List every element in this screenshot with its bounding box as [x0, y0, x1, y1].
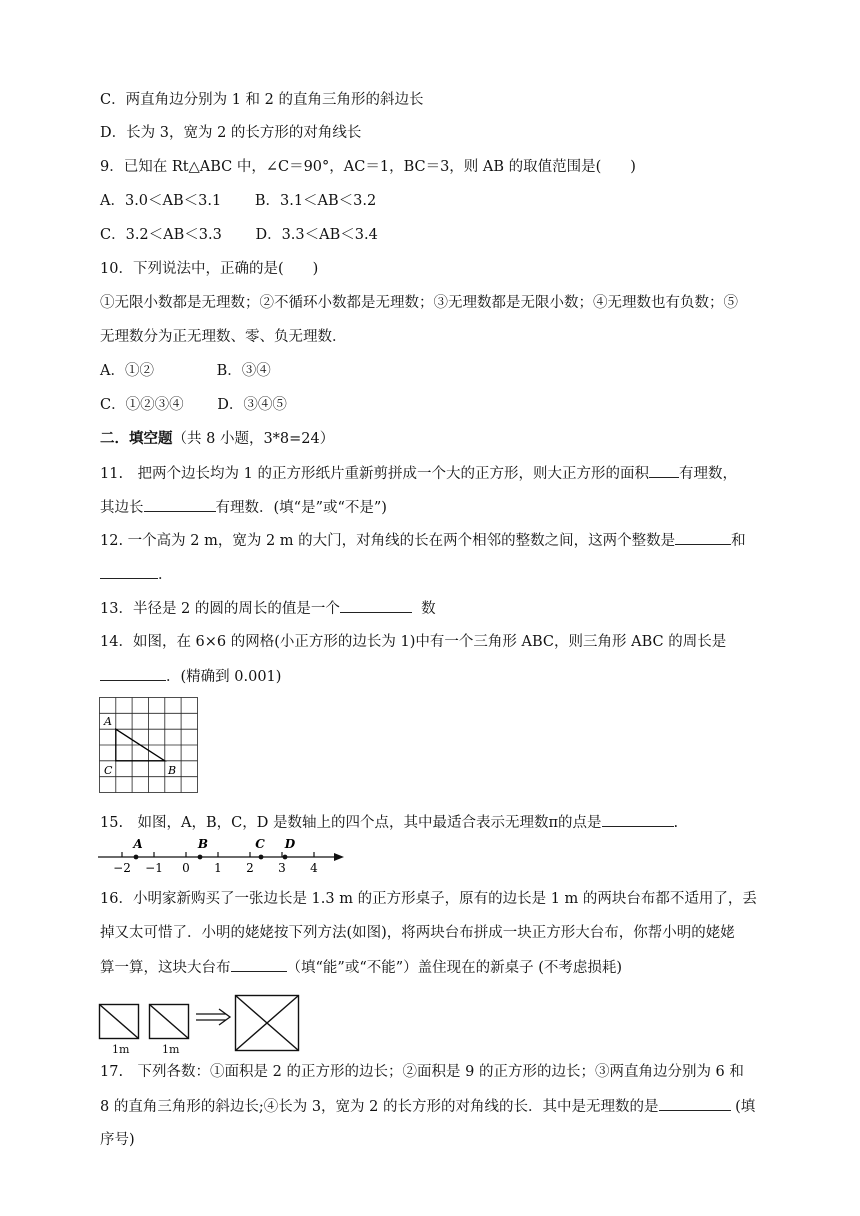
q12-text: ． — [158, 567, 173, 583]
section2-heading — [100, 429, 334, 449]
point-label-b: B — [197, 837, 209, 851]
q17-line3: 序号) — [100, 1132, 135, 1148]
point-d — [283, 855, 288, 860]
q11-text: 11. 把两个边长均为 1 的正方形纸片重新剪拼成一个大的正方形，则大正方形的面积 — [100, 466, 650, 482]
q16-line1: 16．小明家新购买了一张边长是 1.3 m 的正方形桌子，原有的边长是 1 m 的两块台布都不适用了，丢 — [100, 891, 757, 907]
grid-lines — [100, 698, 198, 793]
q10-statements-line1: ①无限小数都是无理数；②不循环小数都是无理数；③无理数都是无限小数；④无理数也有负数；⑤ — [100, 295, 738, 311]
q16-line2: 掉又太可惜了．小明的姥姥按下列方法(如图)，将两块台布拼成一块正方形大台布，你帮小明的姥姥 — [100, 925, 735, 941]
q17-line2 — [100, 1096, 755, 1117]
grid-label-b: B — [168, 764, 177, 777]
q8-option-c: C．两直角边分别为 1 和 2 的直角三角形的斜边长 — [100, 92, 424, 108]
q17-line1: 17. 下列各数：①面积是 2 的正方形的边长；②面积是 9 的正方形的边长；③两直角边分别为 6 和 — [100, 1064, 744, 1080]
point-c — [259, 855, 264, 860]
tick-label: 0 — [182, 861, 190, 875]
cloth-label-left: 1m — [112, 1043, 130, 1056]
q16-line3 — [100, 957, 622, 978]
q11-text: 有理数．(填“是”或“不是”) — [215, 500, 387, 516]
q16-text: 算一算，这块大台布 — [100, 960, 231, 976]
q12-text: 12. 一个高为 2 m，宽为 2 m 的大门，对角线的长在两个相邻的整数之间，这两个整数是 — [100, 533, 676, 549]
number-line-point-labels — [132, 837, 295, 851]
section2-title: 二．填空题 — [100, 430, 173, 447]
double-arrow-icon — [196, 1009, 230, 1025]
q12-answer-blank-1[interactable] — [675, 530, 731, 545]
q11-line1 — [100, 463, 737, 484]
q15-text: 15. 如图，A，B，C，D 是数轴上的四个点，其中最适合表示无理数π的点是 — [100, 815, 602, 831]
point-a — [134, 855, 139, 860]
q17-text: (填 — [735, 1099, 756, 1115]
q17-text: 8 的直角三角形的斜边长;④长为 3，宽为 2 的长方形的对角线的长．其中是无理数的是 — [100, 1099, 659, 1115]
q11-text: 有理数， — [679, 466, 738, 482]
q14-line2 — [100, 666, 281, 687]
tick-label: 1 — [214, 861, 222, 875]
grid-label-a: A — [104, 715, 112, 728]
q10-options-cd: C．①②③④ D．③④⑤ — [100, 397, 287, 413]
q9-options-cd: C．3.2＜AB＜3.3 D．3.3＜AB＜3.4 — [100, 227, 378, 243]
number-line-tick-labels — [113, 861, 318, 875]
q11-line2 — [100, 497, 387, 518]
q16-text: （填“能”或“不能”）盖住现在的新桌子 (不考虑损耗) — [286, 960, 623, 976]
q12-answer-blank-2[interactable] — [100, 564, 158, 579]
tick-label: −1 — [145, 861, 163, 875]
q10-options-ab: A．①② B．③④ — [100, 363, 271, 379]
tick-label: 3 — [278, 861, 286, 875]
q12-text: 和 — [731, 533, 746, 549]
q11-text: 其边长 — [100, 500, 144, 516]
tick-label: 4 — [310, 861, 318, 875]
q15-text: . — [673, 815, 679, 831]
point-label-a: A — [133, 837, 143, 851]
q12-line1 — [100, 530, 746, 551]
point-b — [198, 855, 203, 860]
q14-answer-blank[interactable] — [100, 666, 166, 681]
q10-statements-line2: 无理数分为正无理数、零、负无理数． — [100, 329, 347, 345]
q14-text: ．(精确到 0.001) — [166, 669, 282, 685]
point-label-c: C — [255, 837, 265, 851]
q13-text: 13．半径是 2 的圆的周长的值是一个 — [100, 601, 340, 617]
tick-label: 2 — [246, 861, 254, 875]
q9-stem: 9．已知在 Rt△ABC 中，∠C＝90°，AC＝1，BC＝3，则 AB 的取值范围是( ) — [100, 159, 636, 175]
grid-label-c: C — [104, 764, 113, 777]
q10-stem: 10．下列说法中，正确的是( ) — [100, 261, 319, 277]
combined-big-square — [236, 996, 299, 1051]
number-line-figure — [98, 836, 348, 876]
q11-answer-blank-2[interactable] — [144, 497, 216, 512]
q9-options-ab: A．3.0＜AB＜3.1 B．3.1＜AB＜3.2 — [100, 193, 377, 209]
q16-answer-blank[interactable] — [231, 957, 287, 972]
cloth-square-right — [150, 1005, 189, 1039]
cloth-square-left — [100, 1005, 139, 1039]
q13-line — [100, 598, 436, 619]
q14-line1: 14．如图，在 6×6 的网格(小正方形的边长为 1)中有一个三角形 ABC，则三角形 ABC 的周长是 — [100, 634, 727, 650]
cloth-label-right: 1m — [162, 1043, 180, 1056]
q15-line — [100, 812, 678, 833]
q8-option-d: D．长为 3，宽为 2 的长方形的对角线长 — [100, 125, 362, 141]
tick-label: −2 — [113, 861, 131, 875]
q15-answer-blank[interactable] — [602, 812, 674, 827]
q17-answer-blank[interactable] — [659, 1096, 731, 1111]
q13-answer-blank[interactable] — [340, 598, 412, 613]
q11-answer-blank-1[interactable] — [649, 463, 679, 478]
number-line-arrow — [334, 853, 344, 861]
q13-text: 数 — [421, 601, 436, 617]
grid-figure — [99, 697, 199, 794]
point-label-d: D — [284, 837, 296, 851]
q12-line2 — [100, 564, 173, 585]
section2-note: （共 8 小题，3*8=24） — [172, 431, 335, 447]
